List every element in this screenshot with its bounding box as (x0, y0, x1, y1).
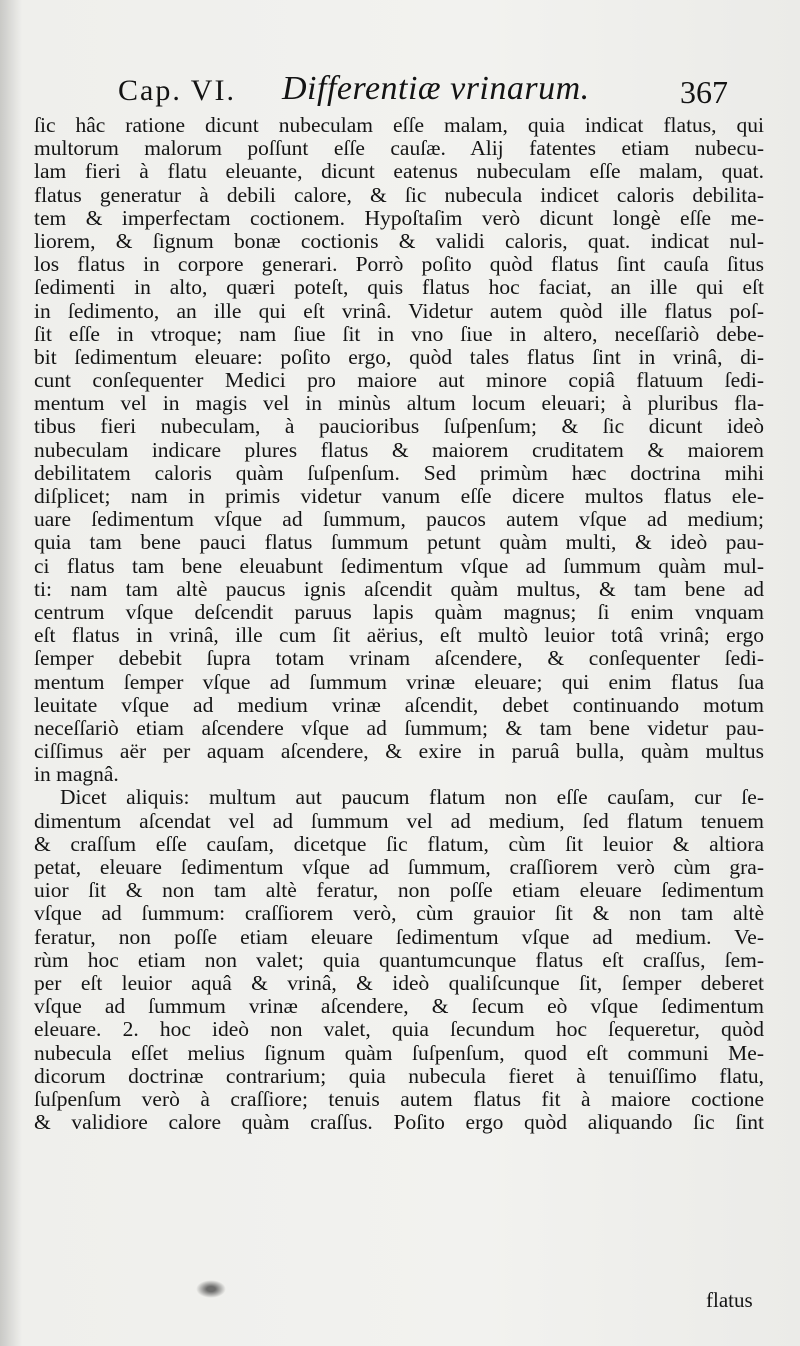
text-line: uior ſit & non tam altè feratur, non poſſe etiam eleuare ſedimentum (34, 878, 764, 903)
text-line: mentum ſemper vſque ad ſummum vrinæ eleuare; qui enim flatus ſua (34, 669, 764, 694)
text-line: ſedimenti in alto, quæri poteſt, quis flatus hoc faciat, an ille qui eſt (34, 275, 764, 300)
text-line: per eſt leuior aquâ & vrinâ, & ideò qualiſcunque ſit, ſemper deberet (34, 970, 764, 995)
text-line: eſt flatus in vrinâ, ille cum ſit aërius, eſt multò leuior totâ vrinâ; ergo (34, 623, 764, 648)
text-line: lam fieri à flatu eleuante, dicunt eatenus nubeculam eſſe malam, quat. (34, 159, 764, 184)
body-text (34, 114, 764, 1134)
text-line: in ſedimento, an ille qui eſt vrinâ. Videtur autem quòd ille flatus poſ- (34, 298, 764, 323)
text-line: ſit eſſe in vtroque; nam ſiue ſit in vno ſiue in altero, neceſſariò debe- (34, 321, 764, 346)
text-line: ſic hâc ratione dicunt nubeculam eſſe malam, quia indicat flatus, qui (34, 113, 764, 137)
text-line: ti: nam tam altè paucus ignis aſcendit quàm multus, & tam bene ad (34, 576, 764, 601)
text-line: in magnâ. (34, 762, 119, 787)
text-line: ci flatus tam bene eleuabunt ſedimentum vſque ad ſummum quàm mul- (34, 553, 764, 578)
text-line: bit ſedimentum eleuare: poſito ergo, quòd tales flatus ſint in vrinâ, di- (34, 344, 764, 369)
ink-smudge (196, 1280, 226, 1298)
text-line: nubeculam indicare plures flatus & maiorem cruditatem & maiorem (34, 437, 764, 462)
running-header (0, 70, 800, 116)
text-line: dimentum aſcendat vel ad ſummum vel ad medium, ſed flatum tenuem (34, 808, 764, 833)
text-line: neceſſariò etiam aſcendere vſque ad ſummum; & tam bene videtur pau- (34, 715, 764, 740)
text-line: liorem, & ſignum bonæ coctionis & validi caloris, quat. indicat nul- (34, 228, 764, 253)
text-line: leuitate vſque ad medium vrinæ aſcendit, debet continuando motum (34, 692, 764, 717)
text-line: multorum malorum poſſunt eſſe cauſæ. Alij fatentes etiam nubecu- (34, 136, 764, 161)
text-line: tem & imperfectam coctionem. Hypoſtaſim verò dicunt longè eſſe me- (34, 205, 764, 230)
text-line: debilitatem caloris quàm ſuſpenſum. Sed primùm hæc doctrina mihi (34, 460, 764, 485)
text-line: & craſſum eſſe cauſam, dicetque ſic flatum, cùm ſit leuior & altiora (34, 831, 764, 856)
text-line: dicorum doctrinæ contrarium; quia nubecula fieret à tenuiſſimo flatu, (34, 1063, 764, 1088)
text-line: ciſſimus aër per aquam aſcendere, & exire in paruâ bulla, quàm multus (34, 739, 764, 764)
running-title: Differentiæ vrinarum. (282, 70, 590, 107)
text-line: ſemper debebit ſupra totam vrinam aſcendere, & conſequenter ſedi- (34, 646, 764, 671)
text-line: rùm hoc etiam non valet; quia quantumcunque flatus eſt craſſus, ſem- (34, 947, 764, 972)
text-line: tibus fieri nubeculam, à paucioribus ſuſpenſum; & ſic dicunt ideò (34, 414, 764, 439)
text-line: ſuſpenſum verò à craſſiore; tenuis autem flatus fit à maiore coctione (34, 1086, 764, 1111)
text-line: vſque ad ſummum vrinæ aſcendere, & ſecum eò vſque ſedimentum (34, 994, 764, 1019)
page-number: 367 (680, 74, 728, 110)
text-line: & validiore calore quàm craſſus. Poſito ergo quòd aliquando ſic ſint (34, 1110, 764, 1135)
text-line: petat, eleuare ſedimentum vſque ad ſummum, craſſiorem verò cùm gra- (34, 855, 764, 879)
chapter-label: Cap. VI. (118, 74, 236, 107)
text-line: uare ſedimentum vſque ad ſummum, paucos autem vſque ad medium; (34, 507, 764, 532)
text-line: eleuare. 2. hoc ideò non valet, quia ſecundum hoc ſequeretur, quòd (34, 1017, 764, 1042)
text-line: feratur, non poſſe etiam eleuare ſedimentum vſque ad medium. Ve- (34, 924, 764, 949)
text-line: flatus generatur à debili calore, & ſic nubecula indicet caloris debilita- (34, 182, 764, 207)
text-line: centrum vſque deſcendit paruus lapis quàm magnus; ſi enim vnquam (34, 599, 764, 624)
text-line: vſque ad ſummum: craſſiorem verò, cùm grauior ſit & non tam altè (34, 901, 764, 926)
text-line: los flatus in corpore generari. Porrò poſito quòd flatus ſint cauſa ſitus (34, 252, 764, 277)
text-line: mentum vel in magis vel in minùs altum locum eleuari; à pluribus fla- (34, 391, 764, 416)
text-line: cunt conſequenter Medici pro maiore aut minore copiâ flatuum ſedi- (34, 368, 764, 393)
text-line: Dicet aliquis: multum aut paucum flatum non eſſe cauſam, cur ſe- (60, 785, 764, 810)
text-line: nubecula eſſet melius ſignum quàm ſuſpenſum, quod eſt communi Me- (34, 1040, 764, 1065)
text-line: quia tam bene pauci flatus ſummum petunt quàm multi, & ideò pau- (34, 530, 764, 555)
text-line: diſplicet; nam in primis videtur vanum eſſe dicere multos flatus ele- (34, 484, 764, 508)
catchword: flatus (706, 1288, 753, 1312)
